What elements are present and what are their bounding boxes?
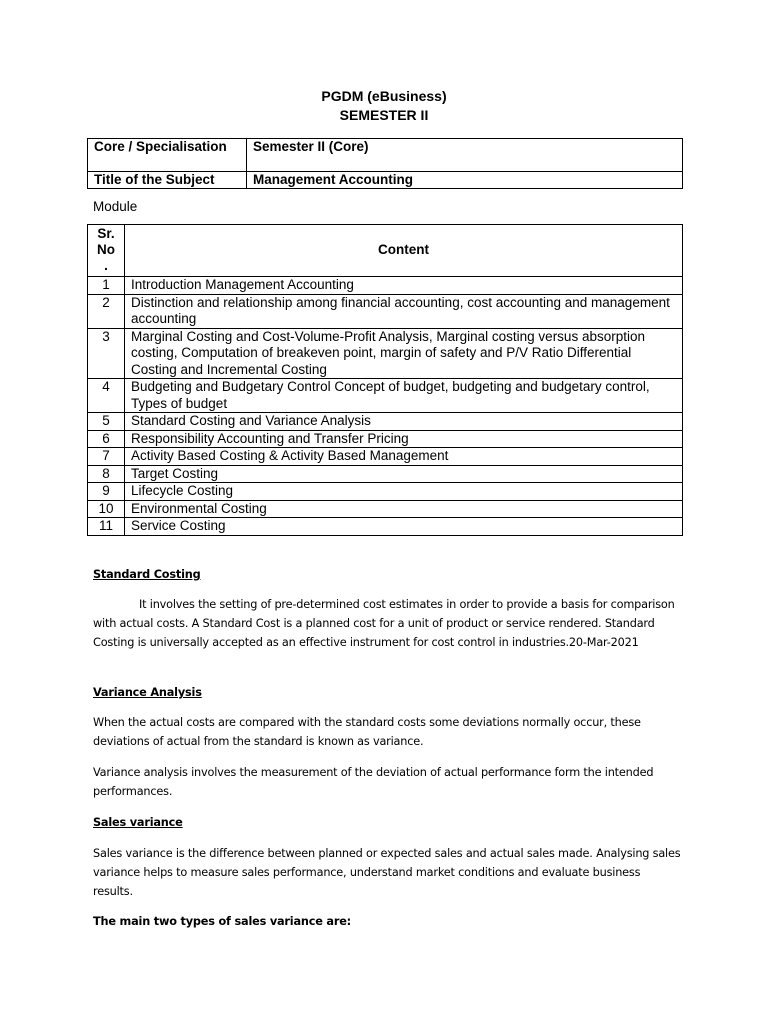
content-cell: Lifecycle Costing: [125, 483, 683, 501]
sr-no-cell: 2: [88, 294, 125, 328]
table-row: [88, 413, 683, 431]
content-cell: Activity Based Costing & Activity Based Management: [125, 448, 683, 466]
subject-info-table: [87, 138, 683, 189]
content-header: Content: [125, 225, 683, 277]
table-row: [88, 139, 683, 172]
sr-no-cell: 4: [88, 379, 125, 413]
content-cell: Responsibility Accounting and Transfer Pricing: [125, 430, 683, 448]
module-label: Module: [93, 199, 138, 214]
content-cell: Target Costing: [125, 465, 683, 483]
content-cell: Marginal Costing and Cost-Volume-Profit Analysis, Marginal costing versus absorption costing, Computation of breakeven point, margin of safety and P/V Ratio Differential Costing and Incremental Costing: [125, 328, 683, 379]
table-row: [88, 518, 683, 536]
variance-analysis-paragraph-2: Variance analysis involves the measurement of the deviation of actual performance form the intended performances.: [93, 766, 654, 798]
sr-no-cell: 3: [88, 328, 125, 379]
sales-variance-heading: Sales variance: [93, 816, 183, 829]
content-cell: Standard Costing and Variance Analysis: [125, 413, 683, 431]
sr-no-cell: 7: [88, 448, 125, 466]
sales-variance-types-intro: The main two types of sales variance are:: [93, 915, 351, 928]
sr-no-cell: 6: [88, 430, 125, 448]
variance-analysis-paragraph-1: When the actual costs are compared with the standard costs some deviations normally occur, these deviations of actual from the standard is known as variance.: [93, 716, 641, 748]
variance-analysis-heading: Variance Analysis: [93, 686, 202, 699]
content-cell: Distinction and relationship among financial accounting, cost accounting and management accounting: [125, 294, 683, 328]
sr-no-header: Sr. No .: [88, 225, 125, 277]
sr-no-cell: 10: [88, 500, 125, 518]
table-row: [88, 448, 683, 466]
table-row: [88, 465, 683, 483]
sr-no-cell: 1: [88, 277, 125, 295]
sr-no-cell: 8: [88, 465, 125, 483]
table-row: [88, 328, 683, 379]
table-row: [88, 379, 683, 413]
document-title: PGDM (eBusiness): [321, 88, 447, 104]
module-table: [87, 224, 683, 536]
table-row: [88, 430, 683, 448]
table-row: [88, 483, 683, 501]
content-cell: Introduction Management Accounting: [125, 277, 683, 295]
subject-label-cell: Title of the Subject: [88, 172, 247, 189]
table-row: [88, 500, 683, 518]
sales-variance-paragraph: Sales variance is the difference between planned or expected sales and actual sales made. Analysing sales variance helps to measure sales performance, understand market conditions and evaluate business results.: [93, 847, 681, 898]
table-header-row: [88, 225, 683, 277]
standard-costing-paragraph: It involves the setting of pre-determined cost estimates in order to provide a basis for comparison with actual costs. A Standard Cost is a planned cost for a unit of product or service rendered. Standard Costing is universally accepted as an effective instrument for cost control in industries.20-Mar-2021: [93, 598, 675, 649]
table-row: [88, 294, 683, 328]
subject-label-cell: Core / Specialisation: [88, 139, 247, 172]
standard-costing-heading: Standard Costing: [93, 568, 201, 581]
table-row: [88, 277, 683, 295]
subject-value-cell: Semester II (Core): [247, 139, 683, 172]
sr-no-cell: 9: [88, 483, 125, 501]
document-subtitle: SEMESTER II: [339, 107, 429, 123]
content-cell: Budgeting and Budgetary Control Concept of budget, budgeting and budgetary control, Types of budget: [125, 379, 683, 413]
subject-value-cell: Management Accounting: [247, 172, 683, 189]
table-row: [88, 172, 683, 189]
content-cell: Environmental Costing: [125, 500, 683, 518]
sr-no-cell: 5: [88, 413, 125, 431]
sr-no-cell: 11: [88, 518, 125, 536]
content-cell: Service Costing: [125, 518, 683, 536]
